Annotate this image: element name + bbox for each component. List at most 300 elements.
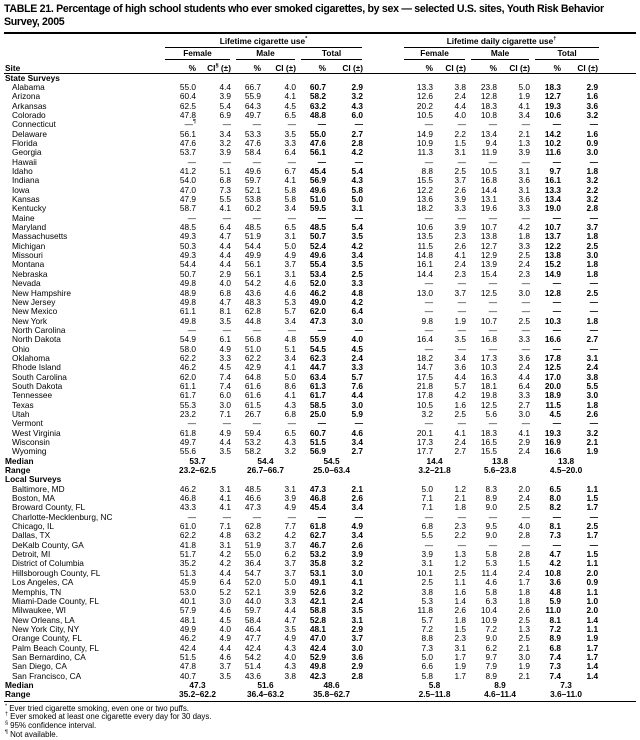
value-cell: 52.1: [244, 586, 261, 597]
value-cell: 2.4: [518, 493, 531, 504]
value-cell: 5.4: [351, 166, 364, 177]
value-cell: 6.4: [518, 380, 531, 391]
value-cell: —: [488, 418, 498, 429]
value-cell: 3.0: [518, 287, 531, 298]
value-cell: 13.8: [544, 250, 562, 261]
value-cell: 14.4: [426, 455, 443, 466]
value-cell: 47.8: [179, 109, 196, 120]
value-cell: —: [488, 156, 498, 167]
col-header-pct: %: [162, 60, 198, 74]
value-cell: 14.4: [480, 184, 498, 195]
column-gap: [365, 242, 401, 251]
value-cell: 1.8: [586, 259, 599, 270]
value-cell: 4.2: [518, 222, 531, 233]
value-cell: 4.2: [284, 530, 296, 541]
value-cell: 2.6: [351, 493, 364, 504]
value-cell: 48.5: [244, 222, 261, 233]
column-gap: [365, 326, 401, 335]
value-cell: 4.4: [284, 605, 296, 616]
value-cell: 3.6: [586, 100, 599, 111]
value-cell: 4.1: [454, 250, 467, 261]
value-cell: 3.0: [586, 390, 599, 401]
site-cell: New Jersey: [12, 296, 56, 307]
value-cell: 3.0: [351, 315, 364, 326]
value-cell: 35.8–62.7: [298, 690, 365, 701]
value-cell: 18.3: [480, 100, 498, 111]
value-cell: 60.7: [309, 81, 326, 92]
value-cell: 3.7: [284, 539, 296, 550]
value-cell: 7.4: [549, 651, 562, 662]
value-cell: 6.0: [219, 390, 231, 401]
col-header-ci: CI (±): [499, 60, 532, 74]
value-cell: 55.9: [244, 91, 261, 102]
value-cell: 4.6: [219, 605, 231, 616]
value-cell: 17.3: [416, 437, 434, 447]
site-cell: Colorado: [12, 109, 46, 120]
value-cell: —: [589, 418, 599, 429]
value-cell: —: [187, 212, 196, 223]
value-cell: 7.3: [421, 642, 434, 653]
column-gap: [365, 401, 401, 410]
value-cell: 48.5: [309, 222, 326, 233]
value-cell: 3.9: [454, 194, 467, 205]
value-cell: 51.0: [244, 343, 261, 354]
value-cell: 20.1: [416, 427, 434, 438]
value-cell: —: [317, 511, 326, 522]
column-gap: [365, 289, 401, 298]
value-cell: 46.2: [309, 287, 326, 298]
value-cell: —: [521, 418, 531, 429]
value-cell: 45.9: [179, 577, 196, 588]
value-cell: 44.0: [244, 595, 261, 606]
value-cell: 59.5: [309, 203, 326, 214]
value-cell: 9.0: [485, 633, 498, 644]
value-cell: 53.0: [179, 586, 196, 597]
value-cell: 41.2: [179, 166, 196, 177]
value-cell: 5.0: [421, 651, 434, 662]
value-cell: 2.3: [454, 231, 467, 242]
value-cell: —: [354, 212, 364, 223]
value-cell: —: [424, 324, 434, 335]
value-cell: 4.9: [219, 633, 231, 644]
value-cell: 40.1: [179, 595, 196, 606]
value-cell: 3.0: [586, 250, 599, 261]
value-cell: 42.4: [244, 642, 261, 653]
value-cell: 42.3: [309, 670, 326, 681]
value-cell: 48.1: [179, 614, 196, 625]
value-cell: 8.8: [421, 633, 434, 644]
value-cell: 2.4: [518, 362, 531, 373]
value-cell: 4.2: [454, 390, 467, 401]
value-cell: 1.1: [586, 623, 599, 634]
value-cell: 49.6: [244, 166, 261, 177]
value-cell: 61.6: [244, 380, 261, 391]
value-cell: 5.5: [421, 530, 434, 541]
value-cell: 12.7: [544, 91, 562, 102]
value-cell: 4.3: [284, 642, 296, 653]
value-cell: —: [222, 156, 231, 167]
value-cell: —: [457, 324, 467, 335]
value-cell: 13.8: [480, 231, 498, 242]
value-cell: 16.5: [480, 437, 498, 447]
value-cell: 64.8: [244, 371, 261, 382]
value-cell: 47.6: [244, 138, 261, 148]
value-cell: 2.1: [454, 493, 467, 504]
value-cell: —: [488, 119, 498, 130]
value-cell: 3.0: [351, 567, 364, 578]
value-cell: 54.0: [179, 175, 196, 186]
value-cell: 54.7: [244, 567, 261, 578]
value-cell: 48.6: [323, 679, 340, 690]
value-cell: 4.0: [284, 81, 296, 92]
value-cell: 2.0: [518, 483, 531, 494]
value-cell: 8.9: [549, 633, 562, 644]
value-cell: 2.5: [454, 408, 467, 419]
value-cell: —: [317, 156, 326, 167]
value-cell: 2.8: [586, 203, 599, 214]
value-cell: 49.0: [309, 296, 326, 307]
value-cell: 47.6: [179, 138, 196, 148]
value-cell: —: [424, 212, 434, 223]
value-cell: 5.4: [351, 222, 364, 233]
site-cell: West Virginia: [12, 427, 61, 438]
value-cell: 12.8: [480, 91, 498, 102]
value-cell: 3.6–11.0: [532, 690, 636, 701]
value-cell: 4.7: [284, 614, 296, 625]
value-cell: 46.6: [244, 493, 261, 504]
value-cell: 12.7: [480, 240, 498, 251]
value-cell: 56.8: [244, 334, 261, 345]
site-cell: Milwaukee, WI: [12, 605, 66, 616]
site-cell: Utah: [12, 408, 30, 419]
value-cell: 10.9: [480, 614, 498, 625]
value-cell: 3.5: [219, 315, 231, 326]
site-cell: Miami-Dade County, FL: [12, 595, 99, 606]
footnote-marker: *: [5, 703, 8, 709]
value-cell: 7.2: [549, 623, 562, 634]
value-cell: 1.8: [454, 614, 467, 625]
value-cell: 8.9: [494, 679, 506, 690]
value-cell: 3.4: [351, 530, 364, 541]
value-cell: 2.4: [454, 259, 467, 270]
column-gap: [365, 251, 401, 260]
value-cell: 4.3: [284, 437, 296, 447]
column-gap: [365, 83, 401, 92]
value-cell: 8.1: [549, 521, 562, 532]
value-cell: 3.2–21.8: [418, 465, 451, 476]
subgroup-total: Total: [532, 48, 636, 60]
value-cell: 12.5: [544, 362, 562, 373]
site-cell: Maryland: [12, 222, 47, 233]
value-cell: 4.7: [219, 231, 231, 242]
value-cell: 1.9: [518, 91, 531, 102]
site-cell: Arkansas: [12, 100, 47, 111]
value-cell: 47.3: [189, 679, 206, 690]
value-cell: 1.1: [586, 483, 599, 494]
range-row: [4, 466, 636, 475]
site-cell: Palm Beach County, FL: [12, 642, 100, 653]
value-cell: 49.1: [309, 577, 326, 588]
site-cell: Charlotte-Mecklenburg, NC: [12, 511, 113, 522]
value-cell: 58.2: [244, 446, 261, 457]
value-cell: 58.5: [309, 399, 326, 410]
value-cell: 49.7: [179, 437, 196, 447]
value-cell: 53.8: [244, 194, 261, 205]
value-cell: 6.4: [219, 222, 231, 233]
value-cell: 4.5: [351, 343, 364, 354]
value-cell: 10.8: [544, 567, 562, 578]
value-cell: 3.4: [284, 352, 296, 363]
value-cell: 1.9: [518, 661, 531, 672]
value-cell: 53.7: [179, 147, 196, 158]
value-cell: 2.5: [351, 268, 364, 279]
value-cell: —: [521, 296, 531, 307]
value-cell: 1.3: [518, 623, 531, 634]
value-cell: 16.1: [416, 259, 434, 270]
column-gap: [365, 204, 401, 213]
value-cell: —: [187, 418, 196, 429]
value-cell: 4.8: [284, 334, 296, 345]
value-cell: 25.0–63.4: [313, 465, 350, 476]
value-cell: 1.7: [586, 502, 599, 513]
value-cell: 53.2: [244, 437, 261, 447]
value-cell: 4.0: [219, 623, 231, 634]
value-cell: 3.7: [284, 558, 296, 569]
site-cell: Memphis, TN: [12, 586, 62, 597]
value-cell: 2.6: [518, 605, 531, 616]
value-cell: 47.0: [179, 184, 196, 195]
value-cell: —: [521, 343, 531, 354]
value-cell: —: [552, 418, 562, 429]
site-cell: Maine: [12, 212, 35, 223]
value-cell: —: [488, 306, 498, 317]
value-cell: 2.2: [454, 530, 467, 541]
value-cell: 66.7: [244, 81, 261, 92]
value-cell: 5.0: [284, 371, 296, 382]
value-cell: —: [354, 511, 364, 522]
site-cell: Idaho: [12, 166, 33, 177]
value-cell: 5.1: [219, 166, 231, 177]
column-gap: [365, 92, 401, 101]
value-cell: 6.8: [219, 287, 231, 298]
value-cell: 1.6: [454, 399, 467, 410]
value-cell: 51.0: [309, 194, 326, 205]
value-cell: 52.9: [309, 651, 326, 662]
group-label: Lifetime cigarette use: [219, 35, 306, 46]
column-gap: [365, 335, 401, 344]
value-cell: 4.2: [351, 147, 364, 158]
col-header-pct: %: [298, 60, 328, 74]
value-cell: 17.5: [416, 371, 434, 382]
value-cell: —: [222, 511, 231, 522]
value-cell: —: [589, 212, 599, 223]
value-cell: 17.3: [480, 352, 498, 363]
column-gap: [365, 606, 401, 615]
value-cell: 53.2: [309, 549, 326, 560]
value-cell: 57.9: [179, 605, 196, 616]
value-cell: 1.4: [454, 595, 467, 606]
value-cell: 0.9: [586, 138, 599, 148]
value-cell: 4.0: [219, 278, 231, 289]
value-cell: 3.7: [454, 175, 467, 186]
value-cell: 2.7: [351, 128, 364, 139]
value-cell: 4.9: [219, 343, 231, 354]
value-cell: 4.2: [219, 549, 231, 560]
site-column-spacer: [4, 36, 162, 48]
column-gap: [365, 494, 401, 503]
value-cell: 2.3: [454, 633, 467, 644]
column-gap: [365, 559, 401, 568]
value-cell: 3.7: [454, 287, 467, 298]
value-cell: —: [424, 511, 434, 522]
value-cell: 2.5: [454, 567, 467, 578]
footnote-marker: †: [553, 35, 557, 42]
value-cell: 3.3: [284, 138, 296, 148]
site-cell: San Diego, CA: [12, 661, 67, 672]
column-gap: [365, 569, 401, 578]
value-cell: 36.4–63.2: [233, 690, 298, 701]
value-cell: 2.8: [351, 670, 364, 681]
value-cell: 13.0: [416, 287, 434, 298]
value-cell: 2.7: [518, 399, 531, 410]
value-cell: —: [457, 156, 467, 167]
value-cell: 13.6: [416, 194, 434, 205]
column-gap: [365, 186, 401, 195]
value-cell: 5.3: [421, 595, 434, 606]
value-cell: 3.2: [351, 91, 364, 102]
value-cell: 56.9: [309, 446, 326, 457]
value-cell: 6.9: [219, 109, 231, 120]
value-cell: 7.3: [219, 184, 231, 195]
value-cell: 14.8: [416, 250, 434, 261]
value-cell: 10.3: [544, 315, 562, 326]
value-cell: 10.7: [544, 222, 562, 233]
value-cell: 9.0: [485, 530, 498, 541]
column-gap: [365, 120, 401, 129]
value-cell: 4.6: [284, 287, 296, 298]
value-cell: 4.9: [284, 502, 296, 513]
value-cell: 5.0: [284, 577, 296, 588]
value-cell: 4.1: [454, 427, 467, 438]
value-cell: 1.1: [586, 558, 599, 569]
value-cell: 60.2: [244, 203, 261, 214]
value-cell: 7.1: [219, 408, 231, 419]
value-cell: —: [222, 119, 231, 130]
value-cell: 51.7: [179, 549, 196, 560]
value-cell: 3.2: [284, 446, 296, 457]
value-cell: 46.4: [244, 623, 261, 634]
value-cell: 1.3: [454, 549, 467, 560]
column-gap: [365, 503, 401, 512]
value-cell: —: [488, 511, 498, 522]
value-cell: 35.2–62.2: [162, 690, 233, 701]
footnote-marker: †: [5, 711, 8, 718]
value-cell: 6.5: [284, 222, 296, 233]
value-cell: 2.0: [586, 605, 599, 616]
value-cell: 3.2: [421, 408, 434, 419]
value-cell: 4.1: [219, 493, 231, 504]
column-gap: [365, 672, 401, 681]
column-gap: [365, 317, 401, 326]
value-cell: 49.9: [244, 250, 261, 261]
value-cell: 47.3: [309, 315, 326, 326]
value-cell: 5.6: [485, 408, 498, 419]
site-cell: Chicago, IL: [12, 521, 54, 532]
value-cell: 3.1: [518, 166, 531, 177]
value-cell: 4.4: [518, 371, 531, 382]
value-cell: —: [252, 418, 261, 429]
value-cell: 18.1: [480, 380, 498, 391]
column-gap: [365, 382, 401, 391]
value-cell: 3.1: [284, 268, 296, 279]
column-gap: [365, 167, 401, 176]
median-row-label: Median: [5, 679, 34, 690]
value-cell: 9.7: [549, 166, 562, 177]
value-cell: —: [424, 156, 434, 167]
site-cell: Nebraska: [12, 268, 48, 279]
footnote: † Ever smoked at least one cigarette every day for 30 days.: [5, 711, 212, 722]
column-gap: [365, 111, 401, 120]
value-cell: 12.2: [544, 240, 562, 251]
value-cell: 4.5–20.0: [549, 465, 583, 476]
value-cell: 15.5: [480, 446, 498, 457]
site-cell: DeKalb County, GA: [12, 539, 84, 550]
column-gap: [365, 616, 401, 625]
column-gap: [365, 653, 401, 662]
value-cell: 3.2: [586, 427, 599, 438]
value-cell: 6.8: [219, 175, 231, 186]
value-cell: 3.4: [284, 203, 296, 214]
column-gap: [365, 270, 401, 279]
value-cell: 1.0: [586, 595, 599, 606]
value-cell: 2.8: [518, 549, 531, 560]
value-cell: 2.0: [586, 567, 599, 578]
value-cell: 54.5: [309, 343, 326, 354]
value-cell: —: [287, 324, 296, 335]
value-cell: —: [589, 156, 599, 167]
value-cell: 3.5: [284, 623, 296, 634]
value-cell: 4.5: [284, 100, 296, 111]
value-cell: 52.6: [309, 586, 326, 597]
site-cell: Delaware: [12, 128, 48, 139]
value-cell: 5.8: [284, 184, 296, 195]
value-cell: 8.0: [549, 493, 562, 504]
site-column-spacer: [4, 48, 162, 60]
value-cell: 1.5: [454, 138, 467, 148]
value-cell: 2.4: [518, 446, 531, 457]
section-label: State Surveys: [5, 72, 60, 83]
section-label: Local Surveys: [5, 474, 62, 485]
footnote-marker: §: [215, 62, 219, 69]
value-cell: 62.2: [179, 352, 196, 363]
value-cell: 17.0: [544, 371, 562, 382]
value-cell: 2.7: [351, 446, 364, 457]
value-cell: —: [552, 324, 562, 335]
value-cell: 8.3: [485, 483, 498, 494]
value-cell: 14.9: [544, 268, 562, 279]
value-cell: 8.8: [421, 166, 434, 177]
table-body: [4, 73, 636, 701]
column-gap: [365, 410, 401, 419]
col-header-pct: %: [401, 60, 435, 74]
value-cell: 2.4: [586, 362, 599, 373]
value-cell: —: [287, 212, 296, 223]
value-cell: —: [552, 278, 562, 289]
value-cell: 49.8: [179, 296, 196, 307]
value-cell: 3.2: [586, 175, 599, 186]
site-cell: Vermont: [12, 418, 43, 429]
value-cell: 3.2: [586, 194, 599, 205]
